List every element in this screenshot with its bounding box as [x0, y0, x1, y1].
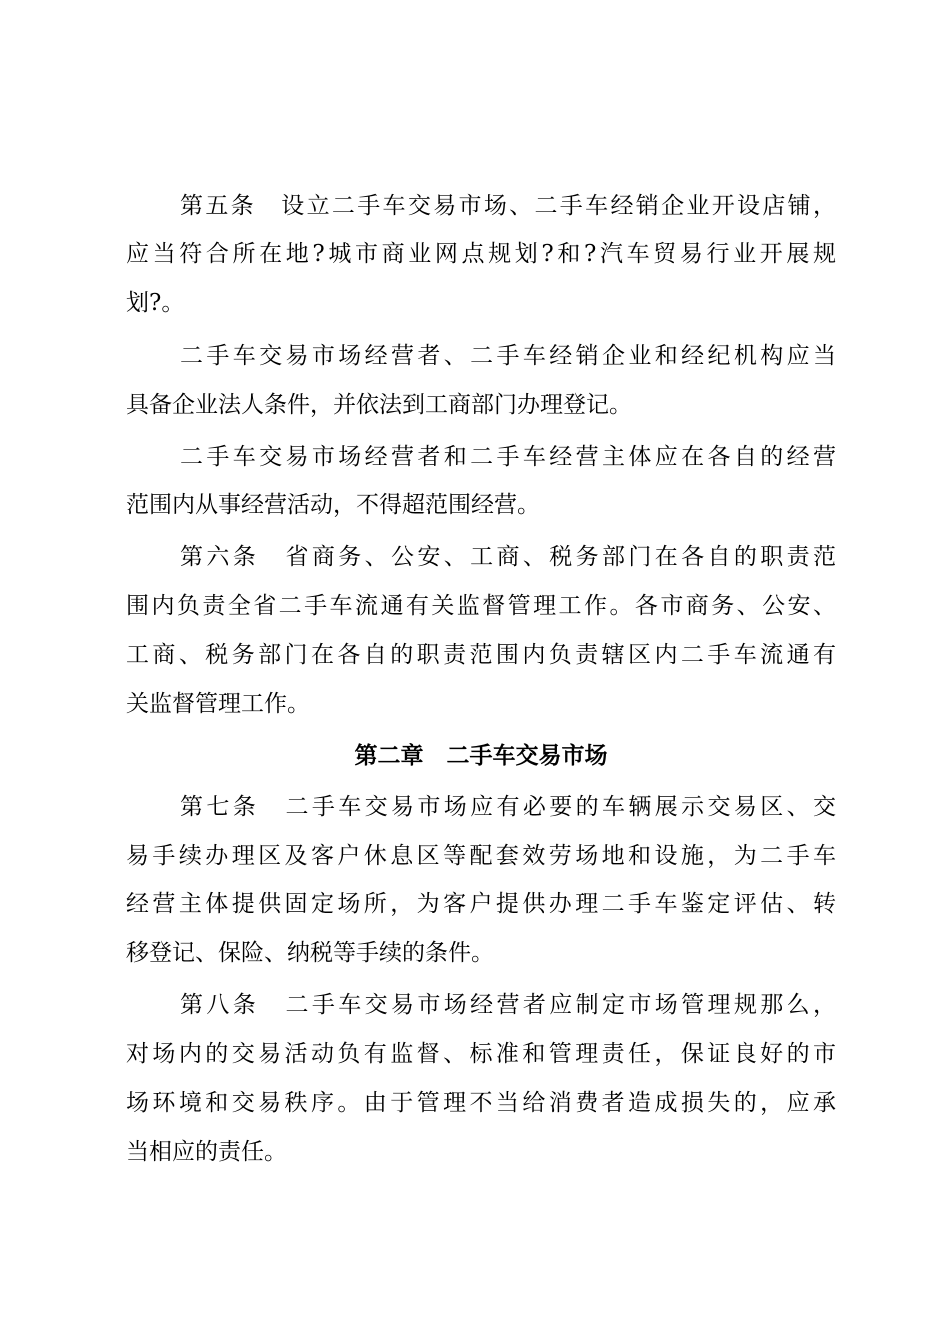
article-7-line-3: 经营主体提供固定场所，为客户提供办理二手车鉴定评估、转: [126, 891, 836, 917]
article-5-para-3-line-1: 二手车交易市场经营者和二手车经营主体应在各自的经营: [180, 444, 836, 470]
article-8-line-4: 当相应的责任。: [126, 1139, 287, 1165]
chapter-heading: 第二章 二手车交易市场: [354, 743, 608, 769]
article-5-line-2: 应当符合所在地?城市商业网点规划?和?汽车贸易行业开展规: [126, 241, 836, 267]
article-6-line-4: 关监督管理工作。: [126, 691, 310, 717]
article-5-para-2-line-1: 二手车交易市场经营者、二手车经销企业和经纪机构应当: [180, 343, 836, 369]
article-6-line-3: 工商、税务部门在各自的职责范围内负责辖区内二手车流通有: [126, 642, 836, 668]
article-5-para-3-line-2: 范围内从事经营活动，不得超范围经营。: [126, 492, 540, 518]
article-5-para-2-line-2: 具备企业法人条件，并依法到工商部门办理登记。: [126, 392, 632, 418]
article-5-line-3: 划?。: [126, 290, 185, 316]
article-8-line-2: 对场内的交易活动负有监督、标准和管理责任，保证良好的市: [126, 1041, 836, 1067]
article-6-line-1: 第六条 省商务、公安、工商、税务部门在各自的职责范: [180, 544, 836, 570]
article-8-line-1: 第八条 二手车交易市场经营者应制定市场管理规那么，: [180, 992, 836, 1018]
article-7-line-1: 第七条 二手车交易市场应有必要的车辆展示交易区、交: [180, 794, 836, 820]
article-7-line-2: 易手续办理区及客户休息区等配套效劳场地和设施，为二手车: [126, 843, 836, 869]
article-8-line-3: 场环境和交易秩序。由于管理不当给消费者造成损失的，应承: [126, 1090, 836, 1116]
article-5-line-1: 第五条 设立二手车交易市场、二手车经销企业开设店铺，: [180, 193, 836, 219]
article-6-line-2: 围内负责全省二手车流通有关监督管理工作。各市商务、公安、: [126, 593, 836, 619]
article-7-line-4: 移登记、保险、纳税等手续的条件。: [126, 940, 494, 966]
